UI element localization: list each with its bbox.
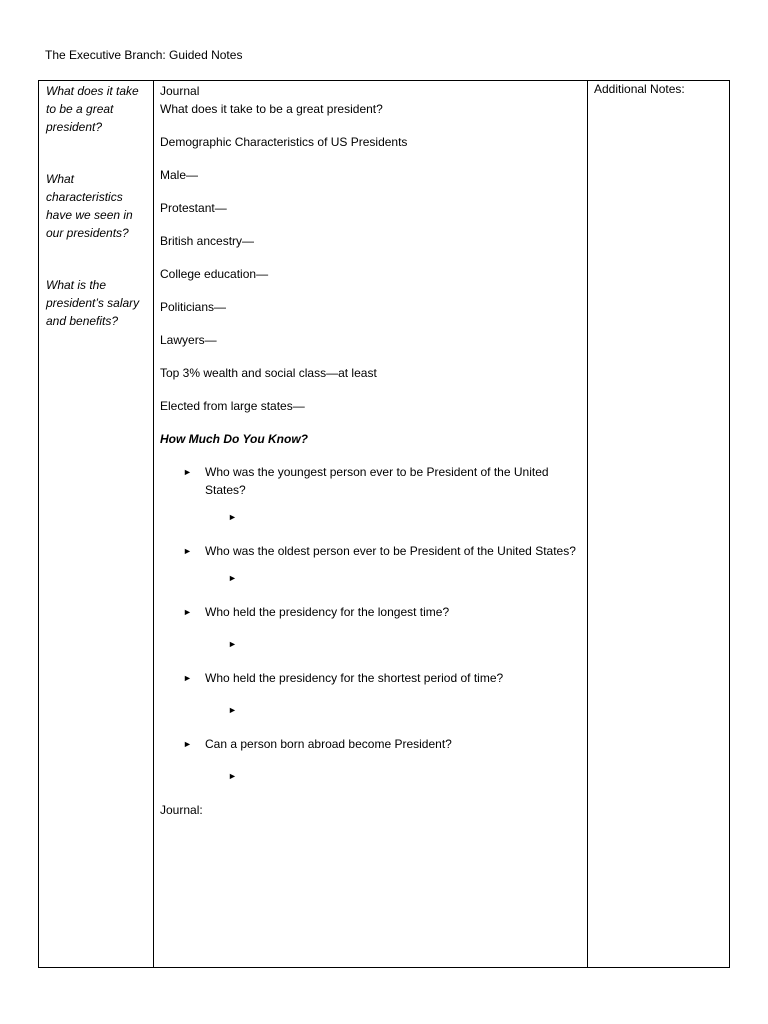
additional-notes-heading: Additional Notes: [594,82,685,96]
bullet-arrow-icon: ► [183,467,192,477]
notes-column [154,81,588,967]
quiz-question-text: Who was the oldest person ever to be President of the United States? [205,544,576,558]
bullet-arrow-icon: ► [183,673,192,683]
journal-heading: Journal [160,84,200,98]
bullet-arrow-icon: ► [228,705,237,715]
quiz-question [160,735,581,753]
quiz-question [160,669,581,687]
demographic-item: British ancestry— [160,234,255,248]
quiz-title: How Much Do You Know? [160,432,308,446]
quiz-question-text: Can a person born abroad become President? [205,737,452,751]
journal-label: Journal: [160,803,203,817]
quiz-question [160,603,581,621]
bullet-arrow-icon: ► [183,739,192,749]
bullet-arrow-icon: ► [228,573,237,583]
bullet-arrow-icon: ► [228,639,237,649]
quiz-question-text: Who held the presidency for the longest time? [205,605,450,619]
demographic-item: Male— [160,168,199,182]
answer-line [160,635,581,653]
demographic-item: Elected from large states— [160,399,305,413]
answer-line [160,701,581,719]
demographic-item: Protestant— [160,201,227,215]
answer-line [160,508,581,526]
guided-notes-table [38,80,730,968]
bullet-arrow-icon: ► [183,546,192,556]
quiz-question [160,542,581,560]
quiz-question-text: Who was the youngest person ever to be President of the United States? [205,465,549,497]
journal-question: What does it take to be a great president? [160,102,383,116]
demographics-title: Demographic Characteristics of US Presidents [160,135,408,149]
answer-line [160,767,581,785]
bullet-arrow-icon: ► [183,607,192,617]
bullet-arrow-icon: ► [228,512,237,522]
additional-notes-column [588,81,729,967]
guiding-question: What is the president’s salary and benefits? [46,278,140,328]
demographic-item: Politicians— [160,300,227,314]
demographic-item: Lawyers— [160,333,217,347]
demographic-item: College education— [160,267,269,281]
bullet-arrow-icon: ► [228,771,237,781]
guiding-question: What does it take to be a great president? [46,84,139,134]
quiz-question-text: Who held the presidency for the shortest period of time? [205,671,504,685]
questions-column [39,81,154,967]
demographic-item: Top 3% wealth and social class—at least [160,366,377,380]
answer-line [160,569,581,587]
document-title: The Executive Branch: Guided Notes [45,48,243,62]
guiding-question: What characteristics have we seen in our presidents? [46,172,133,240]
quiz-question [160,463,581,499]
